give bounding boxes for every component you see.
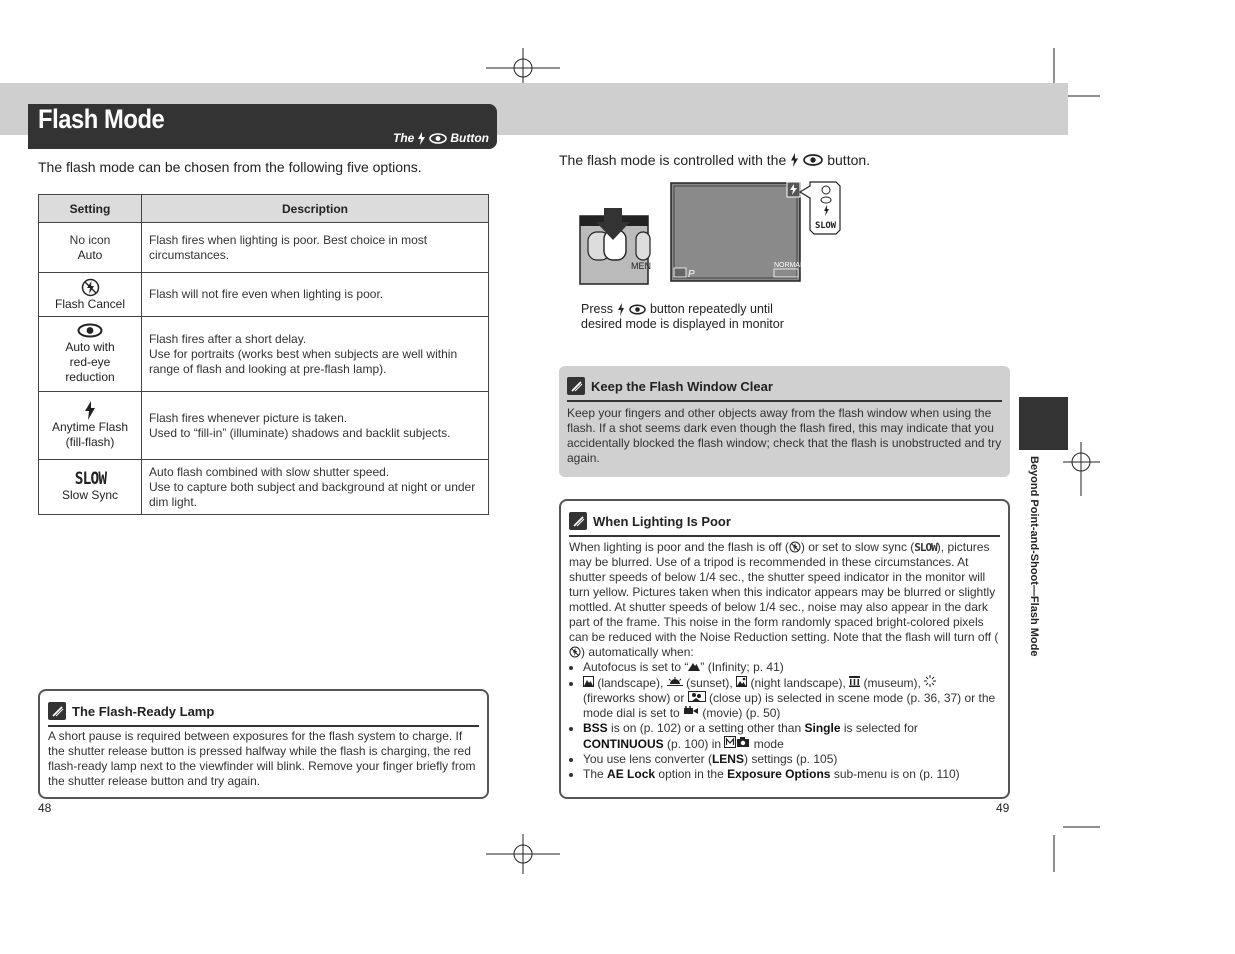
col-description: Description bbox=[142, 195, 489, 223]
list-item: • The AE Lock option in the Exposure Options sub-menu is on (p. 110) bbox=[583, 767, 1000, 782]
fireworks-icon bbox=[924, 675, 936, 687]
setting-cell: Flash Cancel bbox=[39, 273, 142, 317]
flash-window-note bbox=[559, 366, 1010, 477]
page-number-left: 48 bbox=[38, 801, 52, 815]
flash-icon bbox=[417, 132, 426, 145]
note-title: When Lighting Is Poor bbox=[593, 513, 731, 529]
page-number-right: 49 bbox=[996, 801, 1010, 815]
flash-mode-table bbox=[38, 194, 489, 515]
note-paragraph: When lighting is poor and the flash is off ( ) or set to slow sync (SLOW), pictures may be blurred. Use of a tripod is recommended in these circumstances. At shutter speeds of below 1/4 sec., the shutter speed indicator in the monitor will turn yellow. Pictures taken when this indicator appears may be blurred or slightly mottled. At shutter speeds of below 1/4 sec., noise may also appear in the dark part of the frame. This noise in the form randomly spaced bright-colored pixels can be reduced with the Noise Reduction setting. Note that the flash will turn off () automatically when: bbox=[569, 540, 999, 659]
flash-cancel-icon bbox=[569, 646, 581, 658]
flash-ready-lamp-note bbox=[38, 689, 489, 799]
left-intro: The flash mode can be chosen from the following five options. bbox=[38, 159, 422, 175]
infinity-mountain-icon bbox=[688, 661, 700, 671]
slow-icon: SLOW bbox=[74, 468, 106, 489]
pencil-note-icon bbox=[569, 512, 587, 530]
flash-cancel-icon bbox=[81, 278, 100, 297]
list-item: • (landscape), (sunset), (night landscape), (museum), (fireworks show) or (close up) is selected in scene mode (p. 36, 37) or the mode dial is set to (movie) (p. 50) bbox=[583, 675, 1000, 721]
description-cell: Flash fires whenever picture is taken. Used to “fill-in” (illuminate) shadows and backlit subjects. bbox=[142, 392, 489, 460]
pencil-note-icon bbox=[48, 702, 66, 720]
red-eye-icon bbox=[803, 154, 823, 166]
table-row bbox=[39, 460, 489, 515]
quality-label: NORMAL bbox=[774, 262, 804, 269]
note-body: Keep your fingers and other objects away from the flash window when using the flash. If a shot seems dark even though the flash fired, this may indicate that you accidentally blocked the flash window; check that the flash is unobstructed and try again. bbox=[567, 406, 1002, 465]
note-title: Keep the Flash Window Clear bbox=[591, 378, 773, 394]
poor-lighting-note bbox=[559, 499, 1010, 799]
right-intro: The flash mode is controlled with the button. bbox=[559, 152, 871, 168]
table-row bbox=[39, 317, 489, 392]
note-header bbox=[48, 697, 479, 727]
table-row bbox=[39, 273, 489, 317]
table-row bbox=[39, 223, 489, 273]
manual-camera-mode-icon bbox=[724, 736, 750, 748]
flash-icon bbox=[617, 303, 625, 316]
movie-icon bbox=[683, 706, 699, 717]
note-header bbox=[567, 372, 1002, 402]
setting-cell: Auto with red-eye reduction bbox=[39, 317, 142, 392]
museum-icon bbox=[849, 676, 860, 687]
list-item: • You use lens converter (LENS) settings (p. 105) bbox=[583, 752, 1000, 767]
note-body: A short pause is required between exposures for the flash system to charge. If the shutter release button is pressed halfway while the flash is charging, the red flash-ready lamp next to the viewfinder will blink. Remove your finger briefly from the shutter release button and try again. bbox=[48, 729, 476, 788]
red-eye-icon bbox=[629, 304, 646, 315]
note-header bbox=[569, 507, 1000, 537]
mode-label: P bbox=[688, 269, 695, 280]
col-setting: Setting bbox=[39, 195, 142, 223]
close-up-icon bbox=[688, 691, 706, 702]
list-item: • BSS is on (p. 102) or a setting other than Single is selected for CONTINUOUS (p. 100) in mode bbox=[583, 721, 1000, 752]
table-row bbox=[39, 392, 489, 460]
description-cell: Flash fires when lighting is poor. Best choice in most circumstances. bbox=[142, 223, 489, 273]
page-subtitle: The Button bbox=[393, 131, 489, 145]
menu-label: MEN bbox=[631, 261, 651, 271]
note-title: The Flash-Ready Lamp bbox=[72, 703, 215, 719]
chapter-tab bbox=[1019, 397, 1068, 450]
flash-icon bbox=[790, 153, 799, 167]
description-cell: Flash will not fire even when lighting is poor. bbox=[142, 273, 489, 317]
flash-cancel-icon bbox=[789, 541, 801, 553]
description-cell: Auto flash combined with slow shutter speed. Use to capture both subject and background at night or under dim light. bbox=[142, 460, 489, 515]
condition-list bbox=[569, 660, 1000, 782]
red-eye-icon bbox=[429, 133, 447, 144]
night-landscape-icon bbox=[736, 676, 747, 687]
camera-illustration bbox=[578, 180, 843, 286]
chapter-side-label: Beyond Point-and-Shoot—Flash Mode bbox=[1028, 456, 1040, 657]
list-item: • Autofocus is set to “ ” (Infinity; p. 41) bbox=[583, 660, 1000, 675]
red-eye-icon bbox=[77, 323, 103, 338]
slow-icon: SLOW bbox=[914, 541, 937, 554]
setting-cell: Anytime Flash (fill-flash) bbox=[39, 392, 142, 460]
setting-cell: SLOW Slow Sync bbox=[39, 460, 142, 515]
flash-icon bbox=[84, 401, 96, 420]
table-header-row bbox=[39, 195, 489, 223]
sunset-icon bbox=[667, 677, 683, 687]
page-title: Flash Mode bbox=[38, 104, 165, 134]
note-body bbox=[569, 540, 1000, 782]
setting-cell: No icon Auto bbox=[39, 223, 142, 273]
slow-mini-label: SLOW bbox=[815, 221, 836, 231]
camera-caption: Press button repeatedly until desired mode is displayed in monitor bbox=[581, 302, 784, 331]
landscape-icon bbox=[583, 676, 594, 687]
description-cell: Flash fires after a short delay. Use for portraits (works best when subjects are well within range of flash and looking at pre-flash lamp). bbox=[142, 317, 489, 392]
pencil-note-icon bbox=[567, 377, 585, 395]
